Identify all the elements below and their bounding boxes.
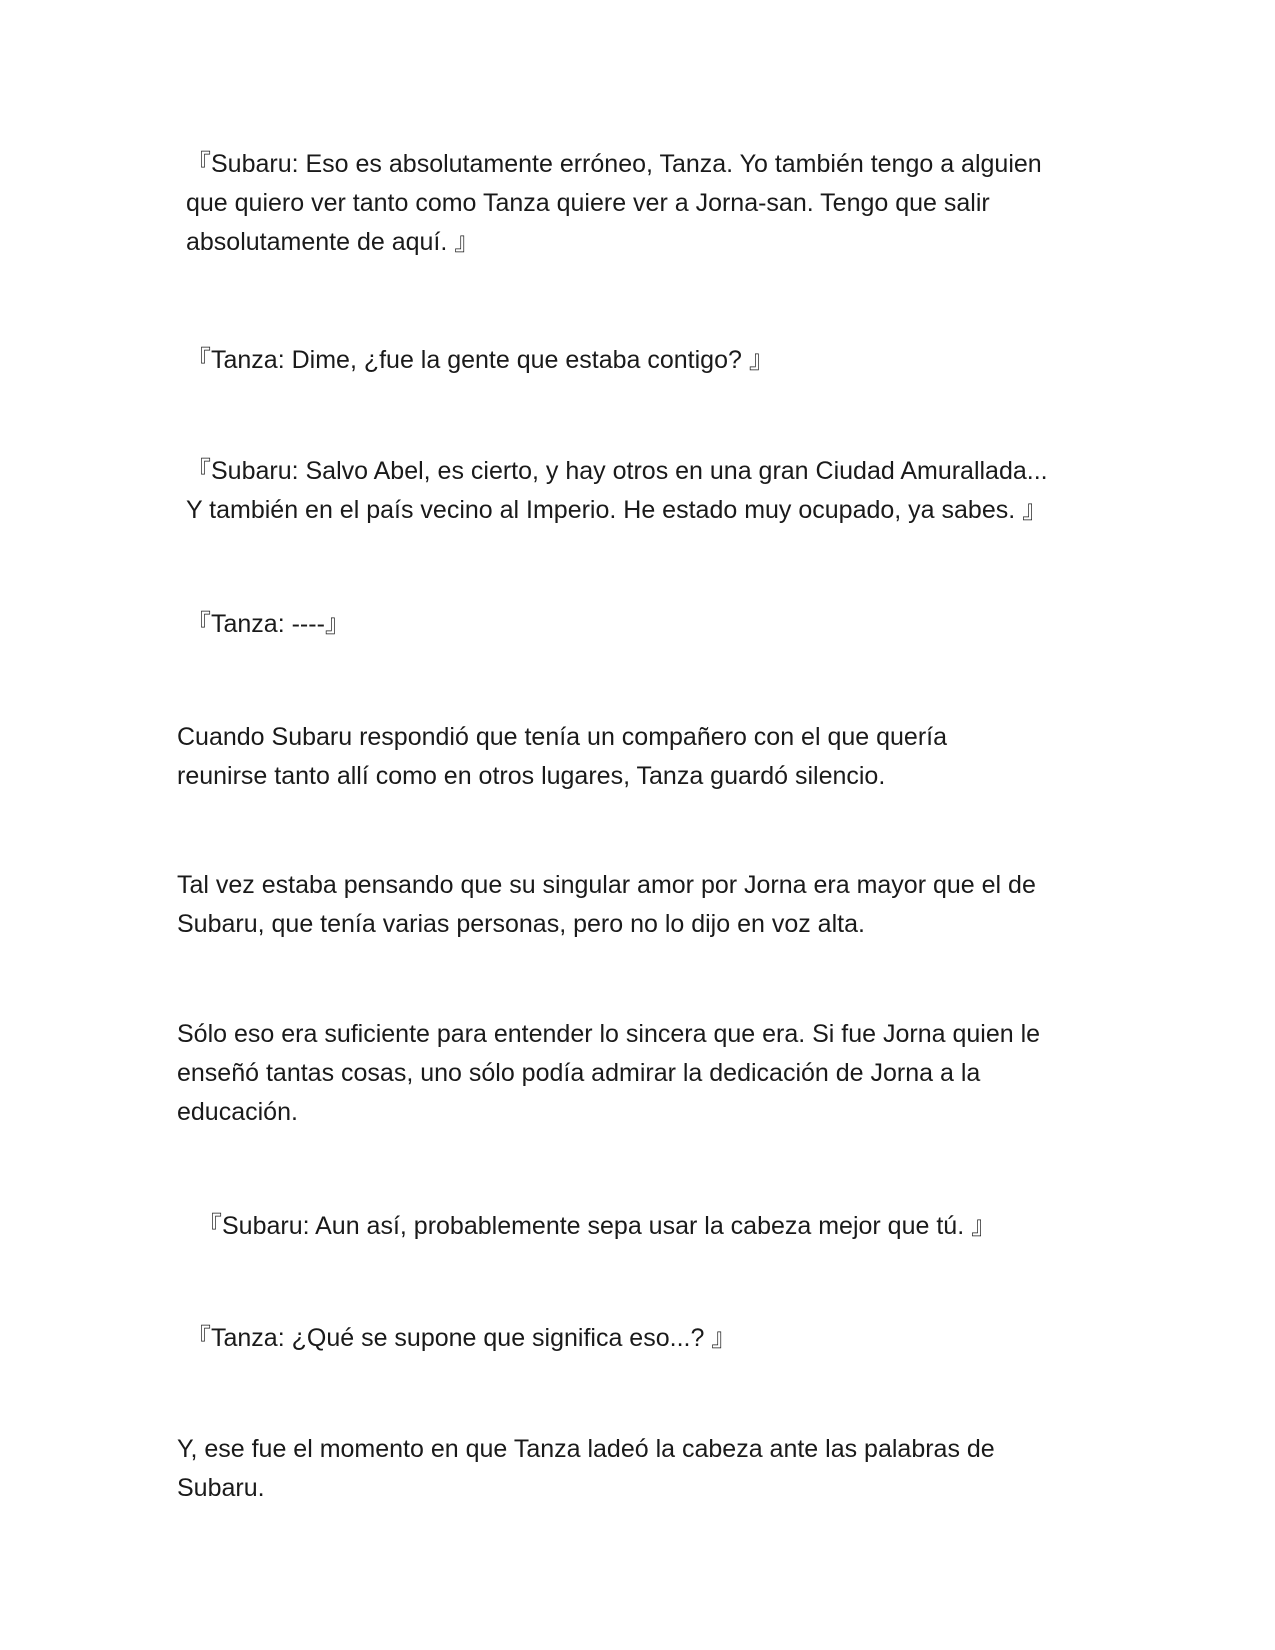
dialogue-paragraph: [186, 605, 1106, 644]
narration-paragraph: [177, 866, 1097, 944]
narration-paragraph: [177, 1015, 1097, 1132]
text-line: Y, ese fue el momento en que Tanza ladeó la cabeza ante las palabras de: [177, 1435, 995, 1463]
dialogue-paragraph: [186, 452, 1106, 530]
text-line: Y también en el país vecino al Imperio. He estado muy ocupado, ya sabes. 』: [186, 496, 1048, 524]
text-line: Tal vez estaba pensando que su singular amor por Jorna era mayor que el de: [177, 871, 1036, 899]
text-line: 『Tanza: ¿Qué se supone que significa eso...? 』: [186, 1324, 737, 1352]
text-line: Subaru.: [177, 1474, 265, 1502]
text-line: 『Subaru: Eso es absolutamente erróneo, Tanza. Yo también tengo a alguien: [186, 150, 1042, 178]
text-line: reunirse tanto allí como en otros lugares, Tanza guardó silencio.: [177, 762, 886, 790]
text-line: Cuando Subaru respondió que tenía un compañero con el que quería: [177, 723, 948, 751]
text-line: 『Tanza: Dime, ¿fue la gente que estaba contigo? 』: [186, 346, 774, 374]
dialogue-paragraph: [186, 341, 1106, 380]
text-line: absolutamente de aquí. 』: [186, 228, 480, 256]
text-line: que quiero ver tanto como Tanza quiere ver a Jorna-san. Tengo que salir: [186, 189, 990, 217]
text-line: 『Subaru: Aun así, probablemente sepa usar la cabeza mejor que tú. 』: [197, 1212, 997, 1240]
text-line: 『Subaru: Salvo Abel, es cierto, y hay otros en una gran Ciudad Amurallada...: [186, 457, 1048, 485]
text-line: 『Tanza: ----』: [186, 610, 350, 638]
text-line: educación.: [177, 1098, 298, 1126]
dialogue-paragraph: [186, 145, 1106, 262]
narration-paragraph: [177, 718, 1097, 796]
dialogue-paragraph: [197, 1207, 1117, 1246]
narration-paragraph: [177, 1430, 1097, 1508]
text-line: Sólo eso era suficiente para entender lo sincera que era. Si fue Jorna quien le: [177, 1020, 1041, 1048]
text-line: enseñó tantas cosas, uno sólo podía admirar la dedicación de Jorna a la: [177, 1059, 981, 1087]
dialogue-paragraph: [186, 1319, 1106, 1358]
text-line: Subaru, que tenía varias personas, pero no lo dijo en voz alta.: [177, 910, 865, 938]
